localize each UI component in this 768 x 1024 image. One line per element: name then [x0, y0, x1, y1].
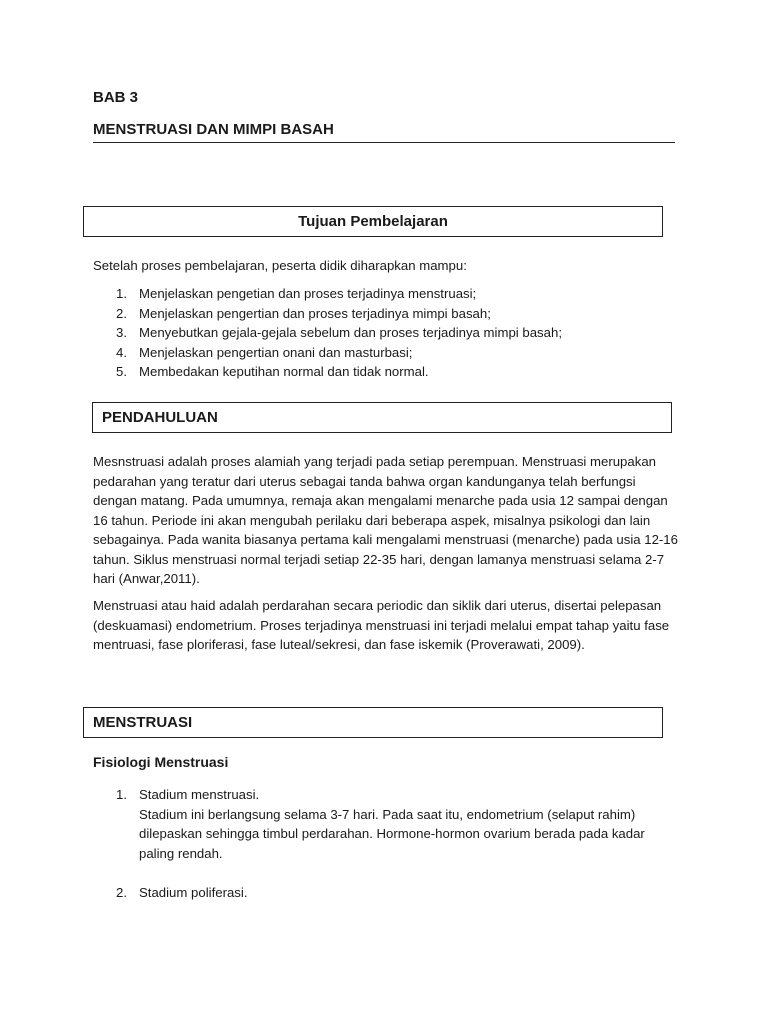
chapter-number: BAB 3 [93, 89, 139, 106]
stage-item [93, 883, 678, 903]
introduction-heading-box [92, 402, 672, 433]
introduction-paragraph-1: Mesnstruasi adalah proses alamiah yang terjadi pada setiap perempuan. Menstruasi merupakan pedarahan yang teratur dari uterus sebagai tanda bahwa organ kandunganya telah berfungsi dengan matang. Pada umumnya, remaja akan mengalami menarche pada usia 12 sampai dengan 16 tahun. Periode ini akan mengubah perilaku dari beberapa aspek, misalnya psikologi dan lain sebagainya. Pada wanita biasanya pertama kali mengalami menstruasi (menarche) pada usia 12-16 tahun. Siklus menstruasi normal terjadi setiap 22-35 hari, dengan lamanya menstruasi selama 2-7 hari (Anwar,2011). [93, 454, 678, 586]
objectives-heading-box [83, 206, 663, 237]
objective-number: 2. [116, 305, 127, 321]
stage-number: 2. [116, 884, 127, 900]
objectives-intro: Setelah proses pembelajaran, peserta didik diharapkan mampu: [93, 258, 467, 273]
objective-text: Menyebutkan gejala-gejala sebelum dan proses terjadinya mimpi basah; [139, 325, 562, 340]
menstruation-heading-box [83, 707, 663, 738]
objectives-heading: Tujuan Pembelajaran [298, 213, 448, 230]
stage-description: Stadium ini berlangsung selama 3-7 hari. Pada saat itu, endometrium (selaput rahim) dilepaskan sehingga timbul perdarahan. Hormone-hormon ovarium berada pada kadar paling rendah. [139, 806, 645, 861]
objective-item [93, 323, 562, 343]
chapter-title: MENSTRUASI DAN MIMPI BASAH [93, 121, 334, 138]
introduction-heading: PENDAHULUAN [102, 409, 218, 426]
menstruation-heading: MENSTRUASI [93, 714, 193, 731]
objective-number: 1. [116, 286, 127, 301]
objective-number: 3. [116, 325, 127, 340]
objective-number: 4. [116, 344, 127, 360]
objective-text: Menjelaskan pengertian onani dan masturbasi; [139, 344, 413, 360]
objective-number: 5. [116, 364, 127, 379]
objective-item [93, 304, 562, 324]
objective-text: Menjelaskan pengertian dan proses terjadinya mimpi basah; [139, 305, 491, 321]
stage-item [93, 785, 678, 863]
stage-number: 1. [116, 787, 127, 802]
objective-item [93, 284, 562, 304]
objectives-list [93, 284, 562, 382]
objective-item [93, 343, 562, 363]
objective-text: Membedakan keputihan normal dan tidak normal. [139, 364, 429, 379]
title-underline [93, 142, 675, 143]
objective-item [93, 362, 562, 382]
stage-title: Stadium poliferasi. [139, 884, 248, 900]
stages-list [93, 785, 678, 902]
introduction-paragraph-2: Menstruasi atau haid adalah perdarahan secara periodic dan siklik dari uterus, disertai pelepasan (deskuamasi) endometrium. Proses terjadinya menstruasi ini terjadi melalui empat tahap yaitu fase mentruasi, fase ploriferasi, fase luteal/sekresi, dan fase iskemik (Proverawati, 2009). [93, 598, 670, 652]
stage-title: Stadium menstruasi. [139, 787, 260, 802]
objective-text: Menjelaskan pengetian dan proses terjadinya menstruasi; [139, 286, 477, 301]
physiology-subheading: Fisiologi Menstruasi [93, 754, 229, 770]
